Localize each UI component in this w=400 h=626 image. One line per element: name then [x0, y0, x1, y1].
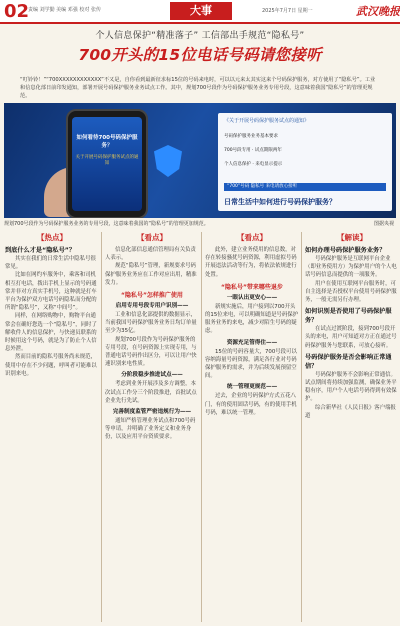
- promo-row: 个人信息保护 · 来电显示提示: [224, 162, 283, 167]
- body-paragraph: 新规实施后，用户接到以700开头的15位来电，可以明确知道是号码保护服务业务的来电，减少对陌生号码的疑虑。: [205, 303, 299, 335]
- body-paragraph: 此外，建立业务使用的信息数，对存在转接骚扰号码资源，利用虚拟号码开展违法活动等行为，将依法依规进行处置。: [205, 247, 297, 278]
- promo-footer: 日常生活中如何进行号码保护服务？: [224, 198, 336, 206]
- subheading: 启用专用号段专用户识别——: [115, 303, 189, 310]
- page-number: 02: [4, 1, 30, 22]
- question-title: 到底什么才是“隐私号”？: [5, 247, 76, 254]
- body-paragraph: 15位的号码容量大，700号段可以容纳海量号码资源，满足各行业对号码保护服务的需求，并为后续发展预留空间。: [205, 348, 297, 380]
- body-paragraph: 号码保护服务是互联网平台企业（即业务使用方）为保护用户的个人电话号码信息而提供的一项服务。: [305, 256, 397, 279]
- subheading: “隐私号”怎样推广使用: [121, 292, 183, 300]
- body-paragraph: 规范“隐私号”管理，新规要求号码保护服务业务应在工作对应出用，精准发力。: [105, 263, 197, 286]
- promo-heading: 《关于开展号码保护服务试点的通知》: [224, 118, 310, 124]
- promo-row: 号码保护服务业务基本要求: [224, 134, 278, 139]
- subheading: 资源充足管得住——: [226, 339, 278, 346]
- column-heading: 【看点】: [137, 233, 167, 242]
- body-paragraph: 规划700号段作为号码保护服务的专用号段，在号码资源上实现专用，与普通电话号码作出区分，可以让用户快速识别来电性质。: [105, 336, 197, 368]
- question-title: 如何办理号码保护服务业务？: [305, 247, 386, 254]
- column-4: [305, 232, 399, 420]
- body-paragraph: 比如在网约车服务中，乘客和司机相互打电话，拨出手机上显示的号码通常并非对方真实手机号，这种就是打车平台为保护双方电话号码隐私而分配的所谓“隐私号”，又称“中间号”。: [5, 272, 97, 312]
- subheading: “隐私号”带来哪些退步: [221, 283, 283, 291]
- feature-photo: [4, 103, 396, 218]
- column-divider: [301, 232, 302, 622]
- question-title: 号码保护服务是否会影响正常通信？: [305, 353, 392, 370]
- column-heading: 【看点】: [237, 233, 267, 242]
- column-3: [205, 232, 299, 417]
- phone-title: 如何看待700号码保护服务？: [76, 135, 138, 149]
- headline-block: [0, 28, 400, 65]
- phone-subtitle: 关于开展号码保护服务试点的通知: [75, 155, 139, 166]
- column-heading: 【热点】: [37, 233, 67, 242]
- phone-graphic: [66, 109, 148, 218]
- promo-row: 700号段专用 · 试点期限两年: [224, 148, 282, 153]
- body-paragraph: 信息化部信息通信管理局有关负责人表示，: [105, 247, 196, 262]
- shield-icon: [154, 145, 182, 177]
- issue-date: 2025年7月7日 星期一: [262, 8, 313, 14]
- kicker: 个人信息保护“精准落子” 工信部出手规范“隐私号”: [95, 31, 305, 41]
- lead-paragraph: “叮铃铃！”“700XXXXXXXXXXXX”不又是，自你看到最新征求标15位的号码来电时，可以以元来太其实这来个号码保护服务，对方使用了“隐私号”。工业和信息化部日前印发通知，部署开展号码保护服务业务试点工作。其中，规划700号段作为号码保护服务业务专用号段，这意味着我国“隐私号”的管理更规范。: [20, 77, 376, 99]
- column-divider: [201, 232, 202, 622]
- body-paragraph: 然而目前的隐私号服务尚未规范，使用中存在不少问题，呼叫者可能难以识别来电。: [5, 354, 97, 377]
- main-title: 700开头的15位电话号码请您接听: [78, 46, 322, 64]
- column-1: [5, 232, 99, 378]
- body-paragraph: 考虑到业务开展涉及多方调整，本次试点工作分三个阶段推进，首批试点企业先行先试。: [105, 381, 197, 404]
- column-2: [105, 232, 199, 442]
- body-paragraph: 工业和信息化部提供的数据显示，当前我国号码保护服务业务日均订单量至少为35亿。: [105, 312, 197, 335]
- subheading: 分阶段稳步推进试点——: [121, 372, 183, 379]
- newspaper-logo: 武汉晚报: [356, 5, 400, 18]
- promo-bar: “700”号码 隐私号 来电请放心接听: [224, 183, 386, 191]
- body-paragraph: 用户在使用互联网平台服务时，可自主选择是否授权平台使用号码保护服务，一般无需另行办理。: [305, 280, 397, 304]
- column-divider: [101, 232, 102, 622]
- body-paragraph: 过去，企业的号码保护方式五花八门，有的使用固话号码，有的使用手机号码，难以统一管理。: [205, 393, 297, 416]
- photo-credit: 图据央视: [373, 221, 394, 227]
- body-paragraph: 同样，在网络购物中，购物平台通常会在确好您选一个“隐私号”，同时了解收件人的信息保护，与快递员联系的时候用这个号码，就是为了防止个人信息外泄。: [5, 313, 97, 353]
- source-credit: 综合新华社《人民日报》客户端报道: [305, 404, 396, 419]
- promo-panel: [218, 113, 392, 211]
- body-paragraph: 其实在我们的日常生活中隐私号很常见。: [5, 256, 96, 271]
- section-label: 大事: [170, 2, 232, 20]
- column-heading: 【解读】: [337, 233, 367, 242]
- body-paragraph: 号码保护服务不会影响正常通信。试点期间将持续加强监测，确保业务平稳有序，用户个人电话号码得到有效保护。: [305, 371, 397, 403]
- body-paragraph: 通知严格管理业务试点和700号码等申请，并明确了业务定义和业务身份，以及应用平台资质要求。: [105, 418, 196, 441]
- photo-caption: 规划700号段作为号码保护服务业务的专用号段，这意味着我国的“隐私号”的管理更加规范。: [4, 221, 209, 227]
- phone-screen: [72, 117, 142, 211]
- editor-credits: 责编 刘学勤 美编 邓强 校对 张传: [28, 7, 101, 13]
- question-title: 如何识别是否使用了号码保护服务？: [305, 308, 392, 325]
- subheading: 一眼认出更安心——: [226, 294, 278, 301]
- subheading: 完善制度监管严密违规行为——: [112, 409, 192, 416]
- page-header: [0, 0, 400, 24]
- subheading: 统一管理更规范——: [226, 384, 278, 391]
- body-paragraph: 在试点过渡阶段，接到700号段开头的来电，用户可知道对方正在通过号码保护服务与您联系，可放心接听。: [305, 326, 397, 349]
